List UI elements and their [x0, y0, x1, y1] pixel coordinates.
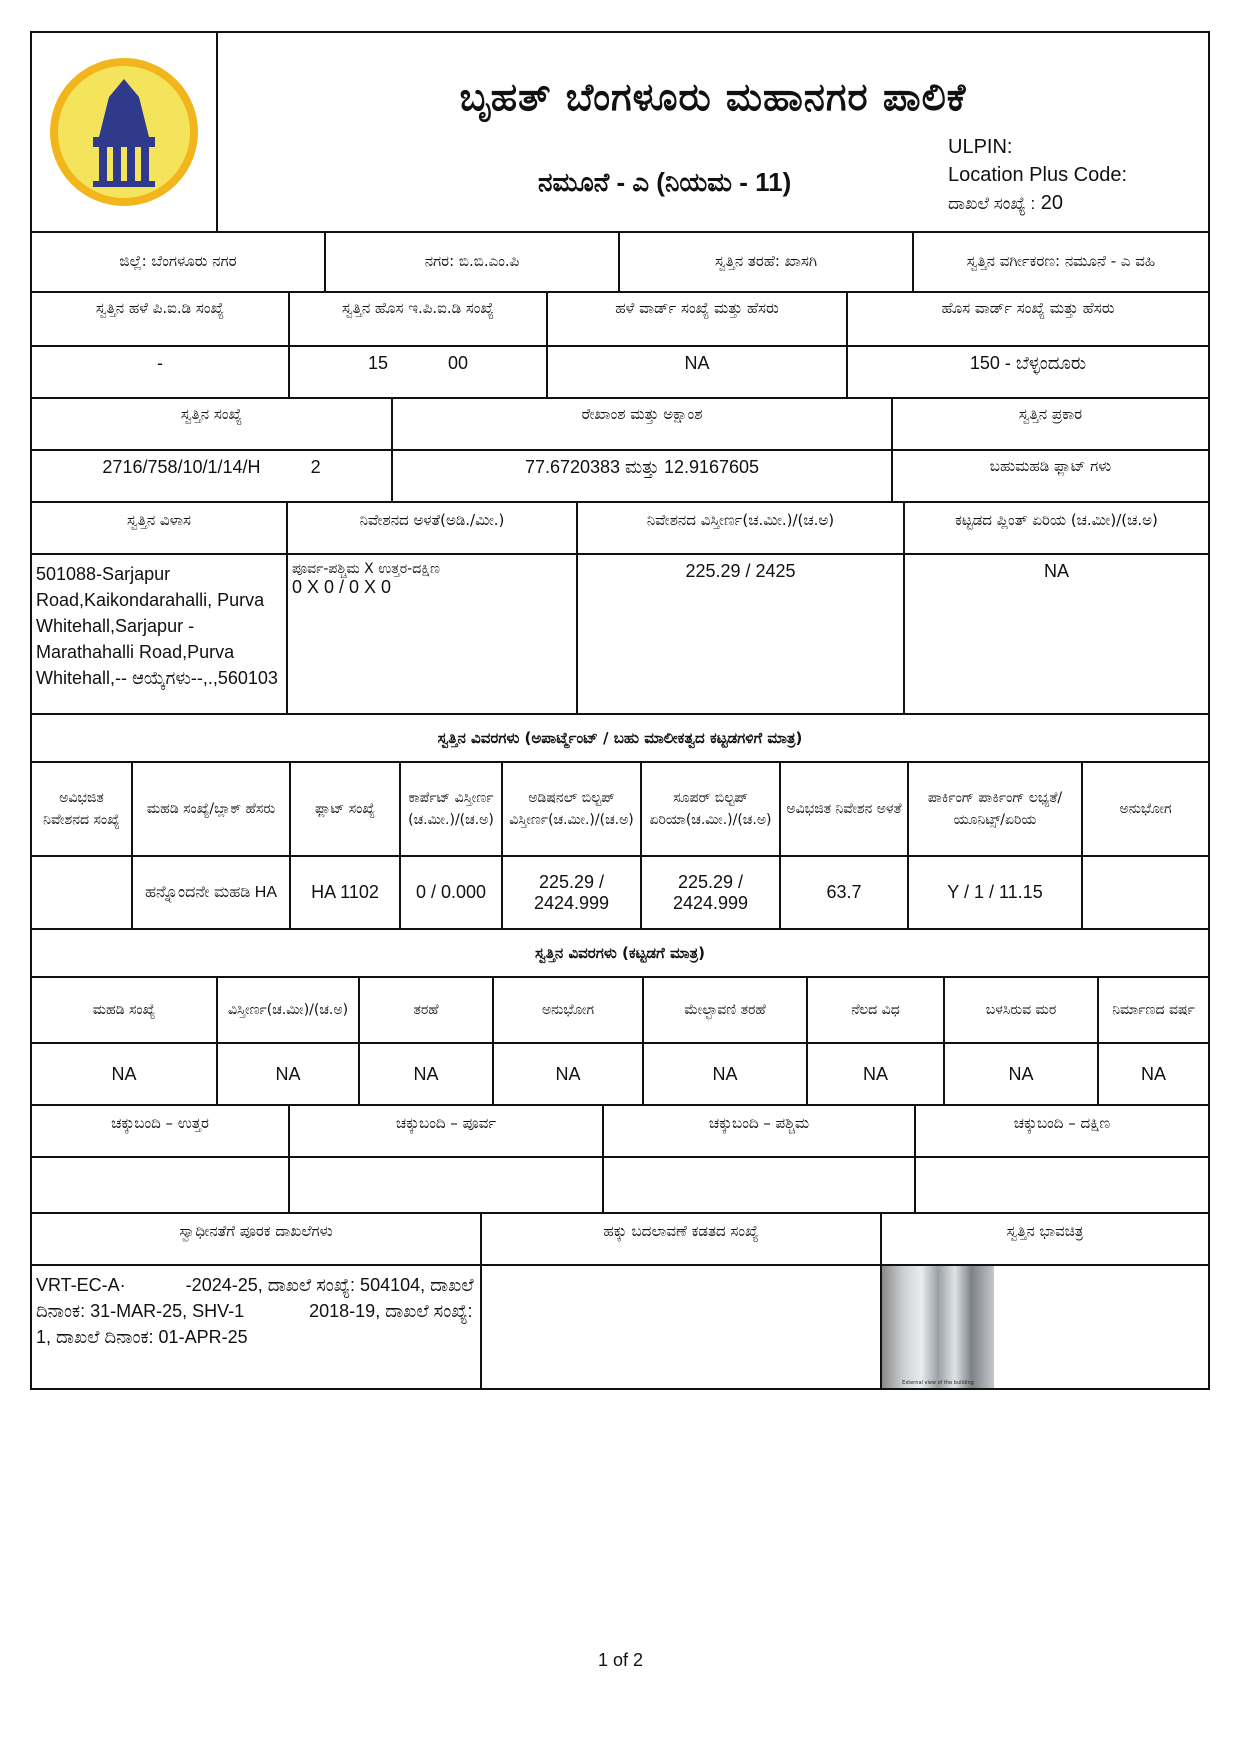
apt-undivided-share: 63.7	[781, 857, 909, 928]
bld-header-type: ತರಹೆ	[360, 978, 494, 1042]
property-kind-header: ಸ್ವತ್ತಿನ ಪ್ರಕಾರ	[1018, 405, 1083, 423]
building-section-title-row	[30, 930, 1210, 978]
address-header: ಸ್ವತ್ತಿನ ವಿಳಾಸ	[32, 503, 288, 553]
site-dimension-cell	[288, 555, 578, 713]
dimension-label: ಪೂರ್ವ-ಪಶ್ಚಿಮ X ಉತ್ತರ-ದಕ್ಷಿಣ	[292, 561, 440, 577]
building-header-row	[30, 978, 1210, 1044]
bld-header-area: ವಿಸ್ತೀರ್ಣ(ಚ.ಮೀ)/(ಚ.ಅ)	[218, 978, 360, 1042]
apt-header-undivided-share: ಅವಿಭಜಿತ ನಿವೇಶನ ಅಳತೆ	[781, 763, 909, 855]
lat-long-header: ರೇಖಾಂಶ ಮತ್ತು ಅಕ್ಷಾಂಶ	[393, 399, 893, 449]
plinth-area-value: NA	[1043, 561, 1069, 581]
apt-header-flat-no: ಫ್ಲಾಟ್ ಸಂಖ್ಯೆ	[291, 763, 401, 855]
boundary-west-value	[604, 1158, 916, 1212]
apt-carpet-area: 0 / 0.000	[401, 857, 503, 928]
old-pid-header: ಸ್ವತ್ತಿನ ಹಳೆ ಪಿ.ಐ.ಡಿ ಸಂಖ್ಯೆ	[32, 293, 290, 345]
site-dimension-header: ನಿವೇಶನದ ಅಳತೆ(ಅಡಿ./ಮೀ.)	[288, 503, 578, 553]
location-row	[30, 233, 1210, 293]
form-a-document	[30, 31, 1210, 1390]
apt-header-floor-block: ಮಹಡಿ ಸಂಖ್ಯೆ/ಬ್ಲಾಕ್ ಹೆಸರು	[133, 763, 291, 855]
apartment-section-title: ಸ್ವತ್ತಿನ ವಿವರಗಳು (ಅಪಾರ್ಟ್ಮೆಂಟ್ / ಬಹು ಮಾಲೀಕತ್ವದ ಕಟ್ಟಡಗಳಿಗೆ ಮಾತ್ರ)	[437, 729, 803, 747]
supporting-docs-value: VRT-EC-A· -2024-25, ದಾಖಲೆ ಸಂಖ್ಯೆ: 504104, ದಾಖಲೆ ದಿನಾಂಕ: 31-MAR-25, SHV-1 2018-19, ದಾಖಲೆ ಸಂಖ್ಯೆ: 1, ದಾಖಲೆ ದಿನಾಂಕ: 01-APR-25	[32, 1266, 482, 1388]
plus-code-label: Location Plus Code:	[948, 164, 1128, 186]
mutation-file-value	[482, 1266, 882, 1388]
bld-area: NA	[218, 1044, 360, 1104]
form-title: ನಮೂನೆ - ಎ (ನಿಯಮ - 11)	[538, 167, 792, 197]
apt-undivided-site-no	[32, 857, 133, 928]
bld-header-roof-type: ಮೇಲ್ಛಾವಣಿ ತರಹೆ	[644, 978, 808, 1042]
old-pid-value: -	[32, 347, 290, 397]
classification: ಸ್ವತ್ತಿನ ವರ್ಗೀಕರಣ: ನಮೂನೆ - ಎ ವಹಿ	[966, 252, 1156, 270]
boundary-south-value	[916, 1158, 1208, 1212]
apt-header-super-builtup: ಸೂಪರ್ ಬಿಲ್ಟಪ್ ಏರಿಯಾ(ಚ.ಮೀ.)/(ಚ.ಅ)	[642, 763, 781, 855]
boundary-south-header: ಚಕ್ಕುಬಂದಿ – ದಕ್ಷಿಣ	[1013, 1114, 1111, 1132]
property-number-header: ಸ್ವತ್ತಿನ ಸಂಖ್ಯೆ	[32, 399, 393, 449]
apt-header-additional-builtup: ಅಡಿಷನಲ್ ಬಿಲ್ಟಪ್ ವಿಸ್ತೀರ್ಣ(ಚ.ಮೀ.)/(ಚ.ಅ)	[503, 763, 642, 855]
bld-floor-no: NA	[32, 1044, 218, 1104]
apt-super-builtup: 225.29 / 2424.999	[642, 857, 781, 928]
building-value-row	[30, 1044, 1210, 1106]
bbmp-emblem-icon	[49, 57, 199, 207]
boundary-west-header: ಚಕ್ಕುಬಂದಿ – ಪಶ್ಚಿಮ	[604, 1106, 916, 1156]
plinth-area-header: ಕಟ್ಟಡದ ಪ್ಲಿಂತ್ ಏರಿಯ (ಚ.ಮೀ)/(ಚ.ಅ)	[955, 511, 1158, 529]
site-header-row	[30, 503, 1210, 555]
bld-year-built: NA	[1140, 1063, 1166, 1084]
apt-additional-builtup: 225.29 / 2424.999	[503, 857, 642, 928]
header-meta	[948, 133, 1127, 218]
documents-value-row	[30, 1266, 1210, 1390]
entry-number	[948, 189, 1127, 218]
apt-floor-block: ಹನ್ನೊಂದನೇ ಮಹಡಿ HA	[133, 857, 291, 928]
apt-header-undivided-site-no: ಅವಿಭಜಿತ ನಿವೇಶನದ ಸಂಖ್ಯೆ	[32, 763, 133, 855]
property-type: ಸ್ವತ್ತಿನ ತರಹೆ: ಖಾಸಗಿ	[620, 233, 914, 291]
logo-cell	[32, 33, 218, 231]
dimension-value: 0 X 0 / 0 X 0	[292, 577, 392, 597]
property-photo-cell	[882, 1266, 1208, 1388]
property-number-value: 2716/758/10/1/14/H 2	[32, 451, 393, 501]
property-header-row	[30, 399, 1210, 451]
ids-value-row	[30, 347, 1210, 399]
documents-header-row	[30, 1214, 1210, 1266]
page-number: 1 of 2	[597, 1650, 644, 1670]
apt-header-parking: ಪಾರ್ಕಿಂಗ್ ಪಾರ್ಕಿಂಗ್ ಲಭ್ಯತೆ/ಯೂನಿಟ್ಸ್/ಏರಿಯ	[909, 763, 1083, 855]
old-ward-header: ಹಳೆ ವಾರ್ಡ್ ಸಂಖ್ಯೆ ಮತ್ತು ಹೆಸರು	[548, 293, 848, 345]
bld-header-wood-used: ಬಳಸಿರುವ ಮರ	[945, 978, 1099, 1042]
bld-type: NA	[360, 1044, 494, 1104]
bld-floor-type: NA	[808, 1044, 945, 1104]
bld-usage: NA	[494, 1044, 644, 1104]
title-cell	[218, 33, 1208, 231]
photo-caption: External view of the building	[902, 1380, 974, 1386]
building-section-title: ಸ್ವತ್ತಿನ ವಿವರಗಳು (ಕಟ್ಟಡಗೆ ಮಾತ್ರ)	[535, 944, 705, 962]
boundary-north-header: ಚಕ್ಕುಬಂದಿ – ಉತ್ತರ	[32, 1106, 290, 1156]
property-photo-header: ಸ್ವತ್ತಿನ ಭಾವಚಿತ್ರ	[1006, 1222, 1084, 1240]
new-epid-header: ಸ್ವತ್ತಿನ ಹೊಸ ಇ.ಪಿ.ಐ.ಡಿ ಸಂಖ್ಯೆ	[290, 293, 548, 345]
org-title: ಬೃಹತ್ ಬೆಂಗಳೂರು ಮಹಾನಗರ ಪಾಲಿಕೆ	[459, 75, 967, 119]
site-area-value: 225.29 / 2425	[578, 555, 905, 713]
boundary-east-value	[290, 1158, 604, 1212]
boundary-north-value	[32, 1158, 290, 1212]
address-value: 501088-Sarjapur Road,Kaikondarahalli, Purva Whitehall,Sarjapur - Marathahalli Road,Purva Whitehall,-- ಆಯ್ಕೆಗಳು--,.,560103	[32, 555, 288, 713]
district: ಜಿಲ್ಲೆ: ಬೆಂಗಳೂರು ನಗರ	[32, 233, 326, 291]
document-header	[30, 31, 1210, 233]
bld-wood-used: NA	[945, 1044, 1099, 1104]
entry-no-value: 20	[1040, 192, 1063, 214]
supporting-docs-header: ಸ್ವಾಧೀನತೆಗೆ ಪೂರಕ ದಾಖಲೆಗಳು	[32, 1214, 482, 1264]
apt-header-carpet-area: ಕಾರ್ಪೆಟ್ ವಿಸ್ತೀರ್ಣ (ಚ.ಮೀ.)/(ಚ.ಅ)	[401, 763, 503, 855]
new-epid-value: 15 00	[290, 347, 548, 397]
entry-no-label: ದಾಖಲೆ ಸಂಖ್ಯೆ :	[948, 194, 1036, 213]
ulpin-label: ULPIN:	[948, 136, 1013, 158]
site-value-row	[30, 555, 1210, 715]
apt-parking: Y / 1 / 11.15	[909, 857, 1083, 928]
boundaries-header-row	[30, 1106, 1210, 1158]
site-area-header: ನಿವೇಶನದ ವಿಸ್ತೀರ್ಣ(ಚ.ಮೀ.)/(ಚ.ಅ)	[578, 503, 905, 553]
new-ward-header: ಹೊಸ ವಾರ್ಡ್ ಸಂಖ್ಯೆ ಮತ್ತು ಹೆಸರು	[941, 299, 1115, 317]
bld-roof-type: NA	[644, 1044, 808, 1104]
ids-header-row	[30, 293, 1210, 347]
bld-header-usage: ಅನುಭೋಗ	[494, 978, 644, 1042]
boundaries-value-row	[30, 1158, 1210, 1214]
boundary-east-header: ಚಕ್ಕುಬಂದಿ – ಪೂರ್ವ	[290, 1106, 604, 1156]
property-kind-value: ಬಹುಮಹಡಿ ಫ್ಲಾಟ್ ಗಳು	[989, 457, 1112, 475]
bld-header-floor-no: ಮಹಡಿ ಸಂಖ್ಯೆ	[32, 978, 218, 1042]
bld-header-floor-type: ನೆಲದ ವಿಧ	[808, 978, 945, 1042]
apartment-value-row	[30, 857, 1210, 930]
property-photo	[882, 1266, 994, 1388]
bld-header-year-built: ನಿರ್ಮಾಣದ ವರ್ಷ	[1112, 1002, 1195, 1018]
apt-header-usage: ಅನುಭೋಗ	[1119, 801, 1172, 817]
old-ward-value: NA	[548, 347, 848, 397]
apt-flat-no: HA 1102	[291, 857, 401, 928]
new-ward-value: 150 - ಬೆಳ್ಳಂದೂರು	[969, 353, 1087, 373]
mutation-file-header: ಹಕ್ಕು ಬದಲಾವಣೆ ಕಡತದ ಸಂಖ್ಯೆ	[482, 1214, 882, 1264]
apt-usage	[1083, 857, 1208, 928]
property-value-row	[30, 451, 1210, 503]
city: ನಗರ: ಬಿ.ಬಿ.ಎಂ.ಪಿ	[326, 233, 620, 291]
apartment-header-row	[30, 763, 1210, 857]
lat-long-value: 77.6720383 ಮತ್ತು 12.9167605	[393, 451, 893, 501]
apartment-section-title-row	[30, 715, 1210, 763]
